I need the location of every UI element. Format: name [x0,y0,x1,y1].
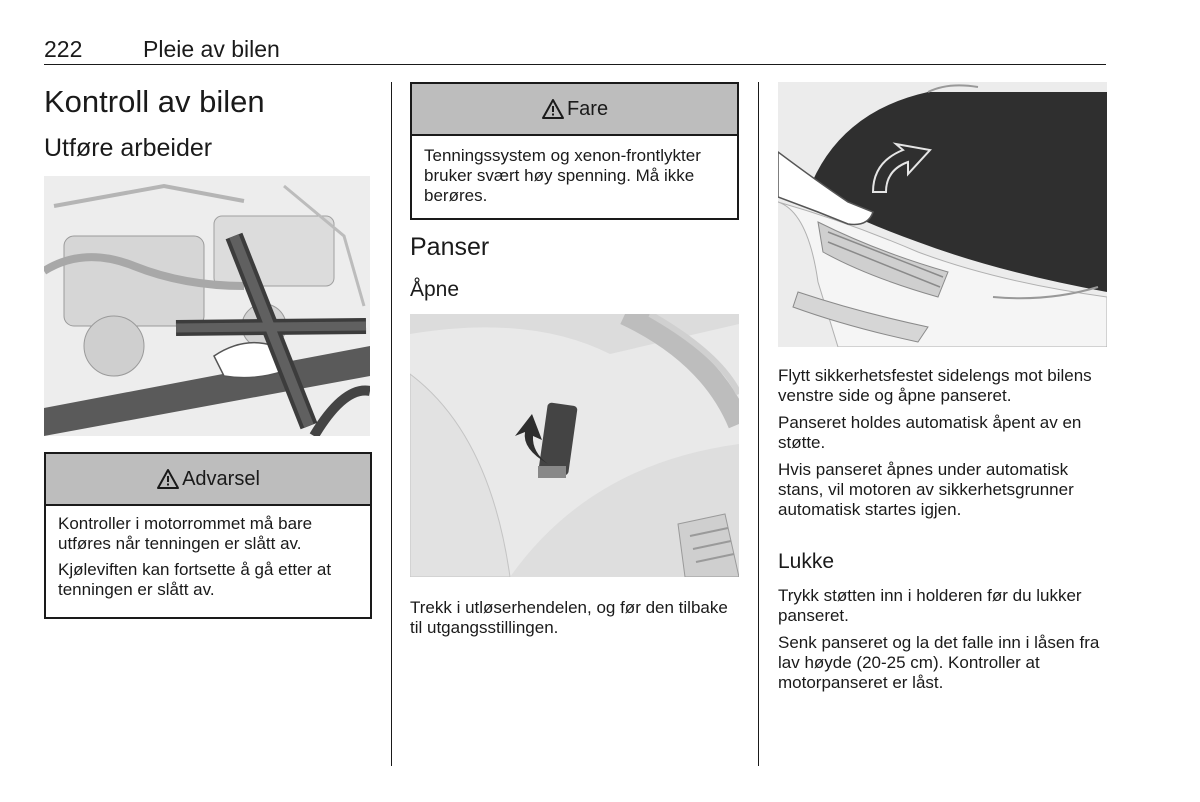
body-paragraph: Flytt sikkerhetsfestet sidelengs mot bilens venstre side og åpne panseret. [778,366,1092,405]
danger-box [410,82,739,220]
body-paragraph: Trykk støtten inn i holderen før du lukker panseret. [778,586,1082,625]
column-divider-1 [391,82,392,766]
running-header: Pleie av bilen [143,36,280,62]
open-instruction-text: Trekk i utløserhendelen, og før den tilbake til utgangsstillingen. [410,598,728,637]
body-paragraph: Panseret holdes automatisk åpent av en støtte. [778,413,1082,452]
hood-open-text-group [778,366,1108,520]
warning-paragraph: Kjøleviften kan fortsette å gå etter at tenningen er slått av. [58,560,332,599]
warning-triangle-icon [541,97,565,121]
body-paragraph: Hvis panseret åpnes under automatisk stans, vil motoren av sikkerhetsgrunner automatisk startes igjen. [778,460,1074,519]
warning-body [46,506,370,608]
engine-bay-illustration [44,176,370,436]
page-number: 222 [44,36,83,62]
hood-close-text-group [778,586,1108,693]
hood-release-illustration [410,314,739,577]
header-rule [44,64,1106,65]
warning-header [46,454,370,506]
section-title-panser: Panser [410,233,490,261]
danger-body [412,136,737,214]
body-paragraph: Senk panseret og la det falle inn i låsen fra lav høyde (20-25 cm). Kontroller at motorpanseret er låst. [778,633,1100,692]
warning-paragraph: Kontroller i motorrommet må bare utføres når tenningen er slått av. [58,514,313,553]
warning-box [44,452,372,619]
section-title: Kontroll av bilen [44,84,265,119]
danger-label: Fare [566,97,609,120]
column-divider-2 [758,82,759,766]
open-hood-illustration [778,82,1107,347]
subsection-title: Utføre arbeider [44,134,213,162]
warning-label: Advarsel [182,467,260,490]
subsection-title-open: Åpne [410,278,460,301]
subsection-title-close: Lukke [778,550,835,573]
danger-text: Tenningssystem og xenon-frontlykter bruker svært høy spenning. Må ikke berøres. [424,146,701,205]
warning-triangle-icon [156,467,180,491]
danger-header [412,84,737,136]
